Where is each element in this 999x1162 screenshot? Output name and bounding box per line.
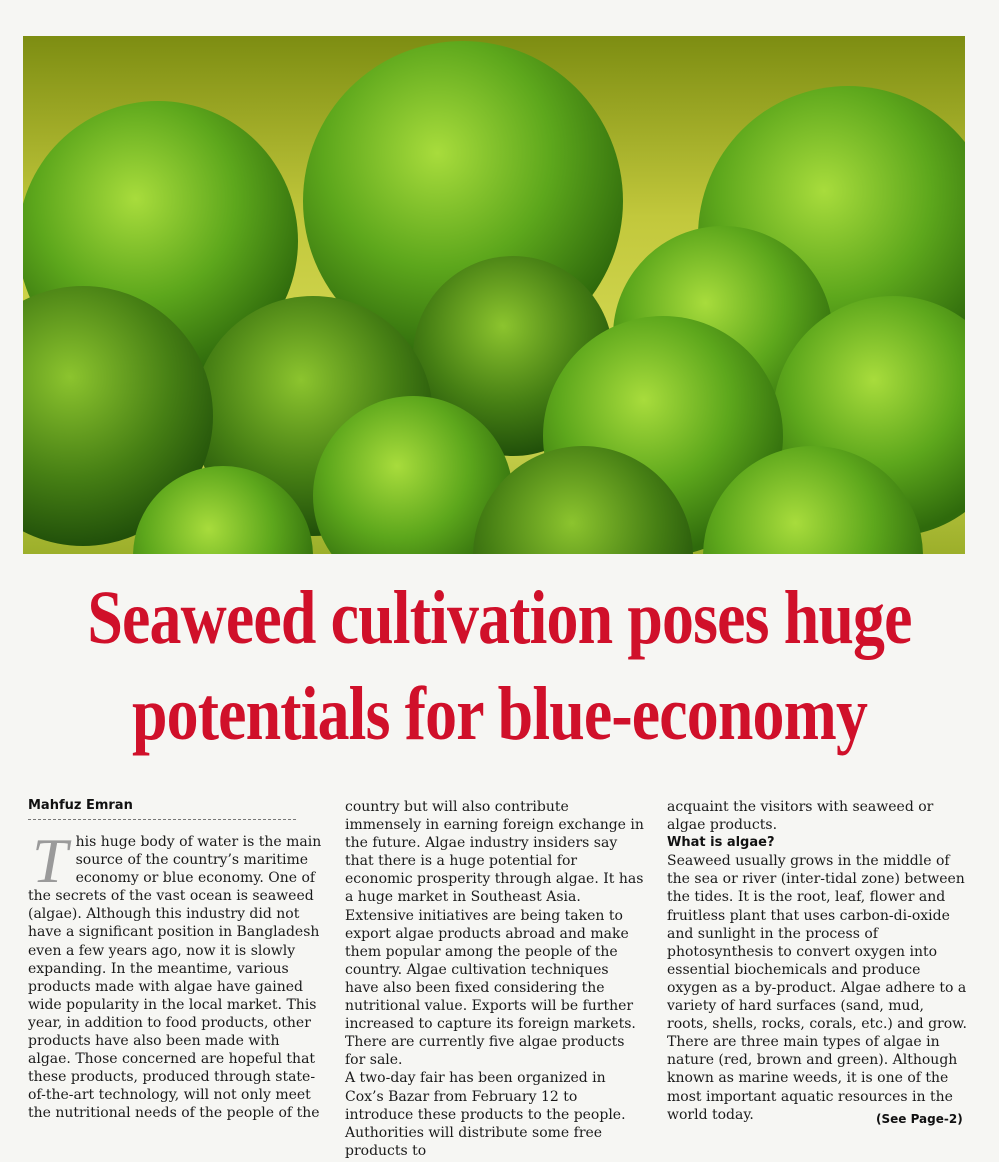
headline bbox=[80, 570, 919, 762]
article-column-1 bbox=[28, 825, 322, 1123]
section-subhead: What is algae? bbox=[667, 835, 775, 851]
drop-cap: T bbox=[32, 825, 68, 896]
article-column-3 bbox=[667, 798, 969, 1124]
article-paragraph: There are three main types of algae in nature (red, brown and green). Although known as marine weeds, it is one of the most important aquatic resources in the world today. bbox=[667, 1034, 958, 1123]
headline-line-2: potentials for blue-economy bbox=[131, 672, 868, 756]
continued-on-page-link[interactable]: (See Page-2) bbox=[876, 1112, 963, 1126]
seaweed-balls-photo bbox=[23, 36, 965, 554]
article-paragraph: Seaweed usually grows in the middle of the sea or river (inter-tidal zone) between the tides. It is the root, leaf, flower and fruitless plant that uses carbon-di-oxide and sunlight in the process of photosynthesis to convert oxygen into essential biochemicals and produce oxygen as a by-product. Algae adhere to a variety of hard surfaces (sand, mud, roots, shells, rocks, corals, etc.) and grow. bbox=[667, 853, 967, 1033]
article-paragraph: acquaint the visitors with seaweed or algae products. bbox=[667, 799, 934, 834]
article-paragraph: his huge body of water is the main source of the country’s maritime economy or blue economy. One of the secrets of the vast ocean is seaweed (algae). Although this industry did not have a significant position in Bangladesh even a few years ago, now it is slowly expanding. In the meantime, various products made with algae have gained wide popularity in the local market. This year, in addition to food products, other products have also been made with algae. Those concerned are hopeful that these products, produced through state-of-the-art technology, will not only meet the nutritional needs of the people of the bbox=[28, 834, 322, 1122]
article-column-2 bbox=[345, 798, 645, 1160]
article-paragraph: country but will also contribute immensely in earning foreign exchange in the future. Algae industry insiders say that there is a huge potential for economic prosperity through algae. It has a huge market in Southeast Asia. Extensive initiatives are being taken to export algae products abroad and make them popular among the people of the country. Algae cultivation techniques have also been fixed considering the nutritional value. Exports will be further increased to capture its foreign markets. There are currently five algae products for sale. bbox=[345, 799, 644, 1069]
headline-line-1: Seaweed cultivation poses huge bbox=[87, 576, 912, 660]
byline: Mahfuz Emran bbox=[28, 798, 296, 820]
seaweed-balls-illustration bbox=[23, 36, 965, 554]
article-paragraph: A two-day fair has been organized in Cox’s Bazar from February 12 to introduce these products to the people. Authorities will distribute some free products to bbox=[345, 1070, 626, 1159]
